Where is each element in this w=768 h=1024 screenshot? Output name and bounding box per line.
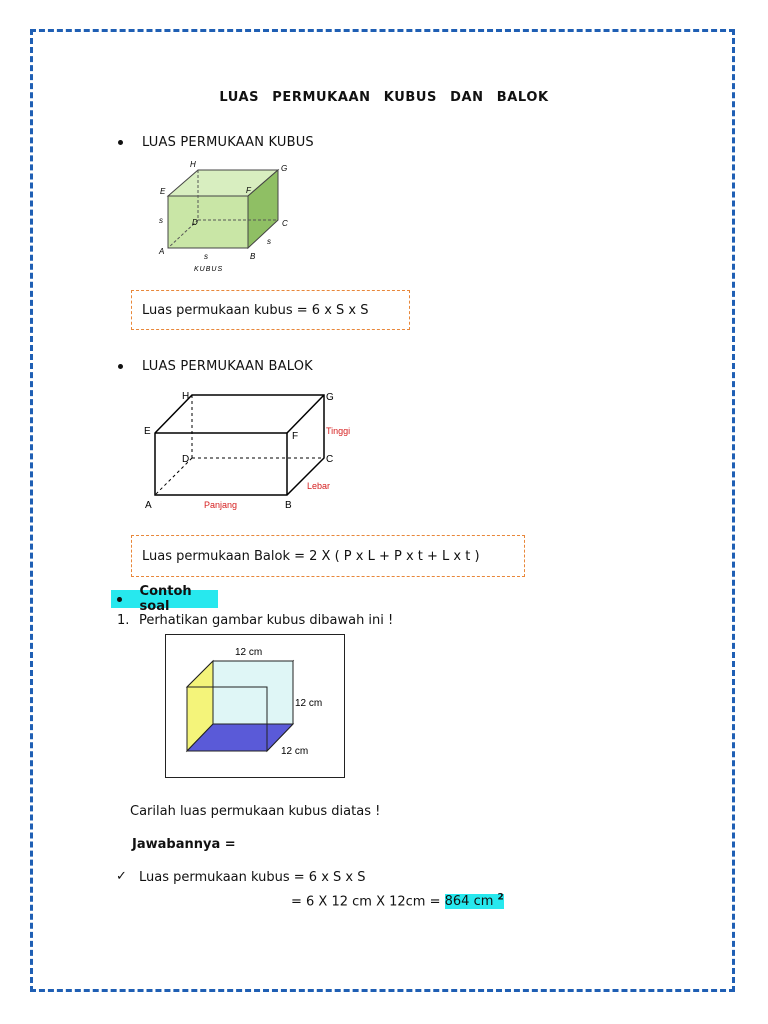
kubus-label-h: H — [190, 160, 196, 169]
contoh-label-top: 12 cm — [235, 647, 263, 658]
kubus-label-b: B — [250, 252, 256, 261]
contoh-label-right: 12 cm — [295, 698, 323, 709]
balok-label-c: C — [326, 454, 334, 465]
kubus-label-s-bottom: s — [204, 252, 208, 261]
balok-label-a: A — [145, 500, 152, 511]
question-text: Perhatikan gambar kubus dibawah ini ! — [139, 613, 394, 628]
kubus-formula-box — [131, 290, 410, 330]
balok-label-f: F — [292, 431, 299, 442]
answer-result: 864 cm — [444, 894, 494, 910]
bullet-kubus — [118, 135, 314, 150]
contoh-soal-heading — [111, 584, 218, 614]
balok-label-lebar: Lebar — [307, 481, 331, 491]
balok-figure — [140, 385, 370, 515]
answer-exponent: 2 — [497, 893, 504, 903]
answer-result-highlight — [445, 894, 504, 909]
kubus-label-c: C — [282, 219, 288, 228]
balok-label-g: G — [326, 392, 334, 403]
contoh-label: Contoh soal — [139, 584, 192, 614]
answer-heading: Jawabannya = — [132, 837, 236, 852]
kubus-figure — [150, 158, 300, 278]
answer-line-2 — [291, 893, 504, 909]
answer-line-2-text: = 6 X 12 cm X 12cm = — [291, 894, 441, 910]
balok-formula: Luas permukaan Balok = 2 X ( P x L + P x t + L x t ) — [142, 548, 480, 564]
contoh-label-bottom: 12 cm — [281, 746, 309, 757]
balok-label-e: E — [144, 426, 151, 437]
kubus-label-a: A — [159, 247, 165, 256]
bullet-dot-icon — [118, 364, 123, 369]
balok-label-tinggi: Tinggi — [326, 426, 351, 436]
balok-heading: LUAS PERMUKAAN BALOK — [142, 359, 313, 374]
balok-label-h: H — [182, 391, 190, 402]
kubus-label-g: G — [281, 164, 288, 173]
answer-line-1: Luas permukaan kubus = 6 x S x S — [139, 870, 366, 885]
bullet-balok — [118, 359, 313, 374]
kubus-label-s-left: s — [159, 216, 163, 225]
balok-label-b: B — [285, 500, 292, 511]
check-icon: ✓ — [116, 869, 127, 884]
bullet-dot-icon — [118, 140, 123, 145]
bullet-dot-icon — [117, 597, 122, 602]
question-number: 1. — [117, 613, 130, 628]
kubus-caption: KUBUS — [194, 266, 224, 273]
balok-formula-box — [131, 535, 525, 577]
kubus-formula: Luas permukaan kubus = 6 x S x S — [142, 302, 369, 318]
kubus-label-f: F — [246, 186, 251, 195]
contoh-cube-figure — [165, 634, 345, 778]
kubus-heading: LUAS PERMUKAAN KUBUS — [142, 135, 314, 150]
kubus-label-d: D — [192, 218, 198, 227]
kubus-label-s-right: s — [267, 237, 271, 246]
page-title: LUAS PERMUKAAN KUBUS DAN BALOK — [219, 90, 549, 105]
balok-label-d: D — [182, 454, 190, 465]
instruction-text: Carilah luas permukaan kubus diatas ! — [130, 804, 381, 819]
kubus-label-e: E — [160, 187, 166, 196]
balok-label-panjang: Panjang — [204, 500, 238, 510]
